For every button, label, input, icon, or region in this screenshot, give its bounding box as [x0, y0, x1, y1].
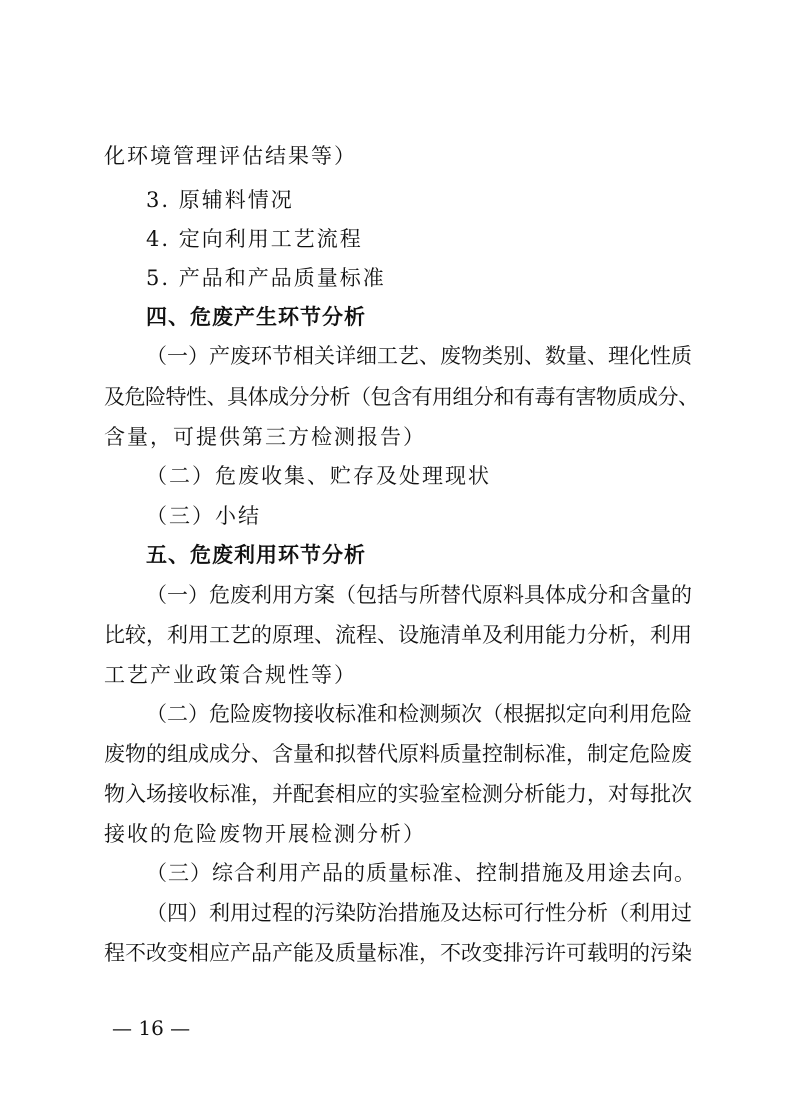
body-text-line: 及危险特性、具体成分分析（包含有用组分和有毒有害物质成分、	[104, 385, 699, 409]
body-text-line: （一）产废环节相关详细工艺、废物类别、数量、理化性质	[146, 344, 692, 368]
body-text-line: 程不改变相应产品产能及质量标准，不改变排污许可载明的污染	[104, 941, 692, 965]
body-text-line: 含量，可提供第三方检测报告）	[104, 425, 426, 449]
body-text-line: （二）危废收集、贮存及处理现状	[146, 464, 491, 488]
body-text-line: 工艺产业政策合规性等）	[104, 663, 357, 687]
section-heading: 五、危废利用环节分析	[146, 543, 366, 567]
body-text-line: 废物的组成成分、含量和拟替代原料质量控制标准，制定危险废	[104, 742, 692, 766]
body-text-line: 物入场接收标准，并配套相应的实验室检测分析能力，对每批次	[104, 782, 692, 806]
list-item: 4. 定向利用工艺流程	[146, 227, 363, 251]
body-text-line: 比较，利用工艺的原理、流程、设施清单及利用能力分析，利用	[104, 623, 692, 647]
list-item: 3. 原辅料情况	[146, 188, 294, 212]
list-item: 5. 产品和产品质量标准	[146, 266, 386, 290]
body-text-line: 化环境管理评估结果等）	[104, 144, 357, 168]
body-text-line: 接收的危险废物开展检测分析）	[104, 822, 426, 846]
body-text-line: （四）利用过程的污染防治措施及达标可行性分析（利用过	[146, 901, 692, 925]
section-heading: 四、危废产生环节分析	[146, 305, 366, 329]
body-text-line: （三）综合利用产品的质量标准、控制措施及用途去向。	[146, 861, 696, 885]
body-text-line: （二）危险废物接收标准和检测频次（根据拟定向利用危险	[146, 702, 692, 726]
body-text-line: （三）小结	[146, 504, 261, 528]
body-text-line: （一）危废利用方案（包括与所替代原料具体成分和含量的	[146, 583, 692, 607]
page-number: — 16 —	[112, 1016, 191, 1040]
